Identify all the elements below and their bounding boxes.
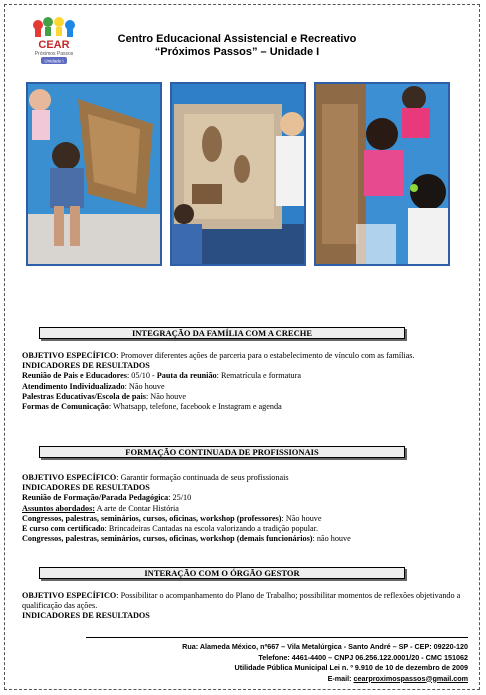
document-header — [84, 33, 390, 59]
indicator-line: Formas de Comunicação: Whatsapp, telefone, facebook e Instagram e agenda — [22, 402, 282, 412]
footer-utility: Utilidade Pública Municipal Lei n. º 9.910 de 10 de dezembro de 2009 — [234, 663, 468, 672]
indicators-heading: INDICADORES DE RESULTADOS — [22, 483, 150, 493]
indicator-line: Reunião de Formação/Parada Pedagógica: 25/10 — [22, 493, 192, 503]
section-body-family-integration — [22, 351, 468, 412]
header-line-2: “Próximos Passos” – Unidade I — [154, 46, 320, 58]
indicator-line: Atendimento Individualizado: Não houve — [22, 381, 165, 391]
photo-children-painting-3 — [314, 82, 450, 266]
indicators-heading: INDICADORES DE RESULTADOS — [22, 361, 150, 371]
indicator-line: Palestras Educativas/Escola de pais: Não houve — [22, 391, 186, 401]
section-title-continuing-education: FORMAÇÃO CONTINUADA DE PROFISSIONAIS — [39, 446, 405, 458]
section-body-continuing-education — [22, 473, 468, 544]
section-body-management-interaction — [22, 591, 468, 622]
indicator-line: Assuntos abordados: A arte de Contar História — [22, 503, 179, 513]
footer-address: Rua: Alameda México, nº667 – Vila Metalúrgica - Santo André – SP - CEP: 09220-120 — [182, 642, 468, 651]
photo-children-painting-2 — [170, 82, 306, 266]
objective-paragraph: OBJETIVO ESPECÍFICO: Possibilitar o acompanhamento do Plano de Trabalho; possibilitar momentos de reflexões objetivando a qualificação das ações. — [22, 591, 461, 611]
objective-paragraph: OBJETIVO ESPECÍFICO: Promover diferentes ações de parceria para o estabelecimento de vínculo com as famílias. — [22, 351, 415, 360]
indicator-line: Reunião de Pais e Educadores: 05/10 - Pauta da reunião: Rematrícula e formatura — [22, 371, 301, 381]
svg-text:Unidade I: Unidade I — [44, 58, 64, 64]
objective-paragraph: OBJETIVO ESPECÍFICO: Garantir formação continuada de seus profissionais — [22, 473, 289, 482]
indicator-line: Congressos, palestras, seminários, cursos, oficinas, workshop (professores): Não houve — [22, 513, 322, 523]
photo-children-painting-1 — [26, 82, 162, 266]
footer-email-link[interactable]: cearproximospassos@gmail.com — [353, 673, 468, 683]
footer-email-line: E-mail: cearproximospassos@gmail.com — [327, 673, 468, 683]
footer-phones: Telefone: 4461-4400 – CNPJ 06.256.122.0001/20 - CMC 151062 — [258, 652, 468, 662]
svg-text:Próximos Passos: Próximos Passos — [34, 51, 74, 57]
section-title-family-integration: INTEGRAÇÃO DA FAMÍLIA COM A CRECHE — [39, 327, 405, 339]
section-title-management-interaction: INTERAÇÃO COM O ÓRGÃO GESTOR — [39, 567, 405, 579]
indicator-line: E curso com certificado: Brincadeiras Cantadas na escola valorizando a tradição popular. — [22, 524, 319, 534]
footer-divider — [86, 637, 468, 638]
indicators-heading: INDICADORES DE RESULTADOS — [22, 611, 150, 621]
footer — [86, 642, 468, 684]
cear-logo — [28, 16, 80, 66]
indicator-line: Congressos, palestras, seminários, cursos, oficinas, workshop (demais funcionários): não houve — [22, 534, 351, 544]
header-line-1: Centro Educacional Assistencial e Recreativo — [117, 33, 357, 45]
svg-text:CEAR: CEAR — [38, 39, 70, 51]
